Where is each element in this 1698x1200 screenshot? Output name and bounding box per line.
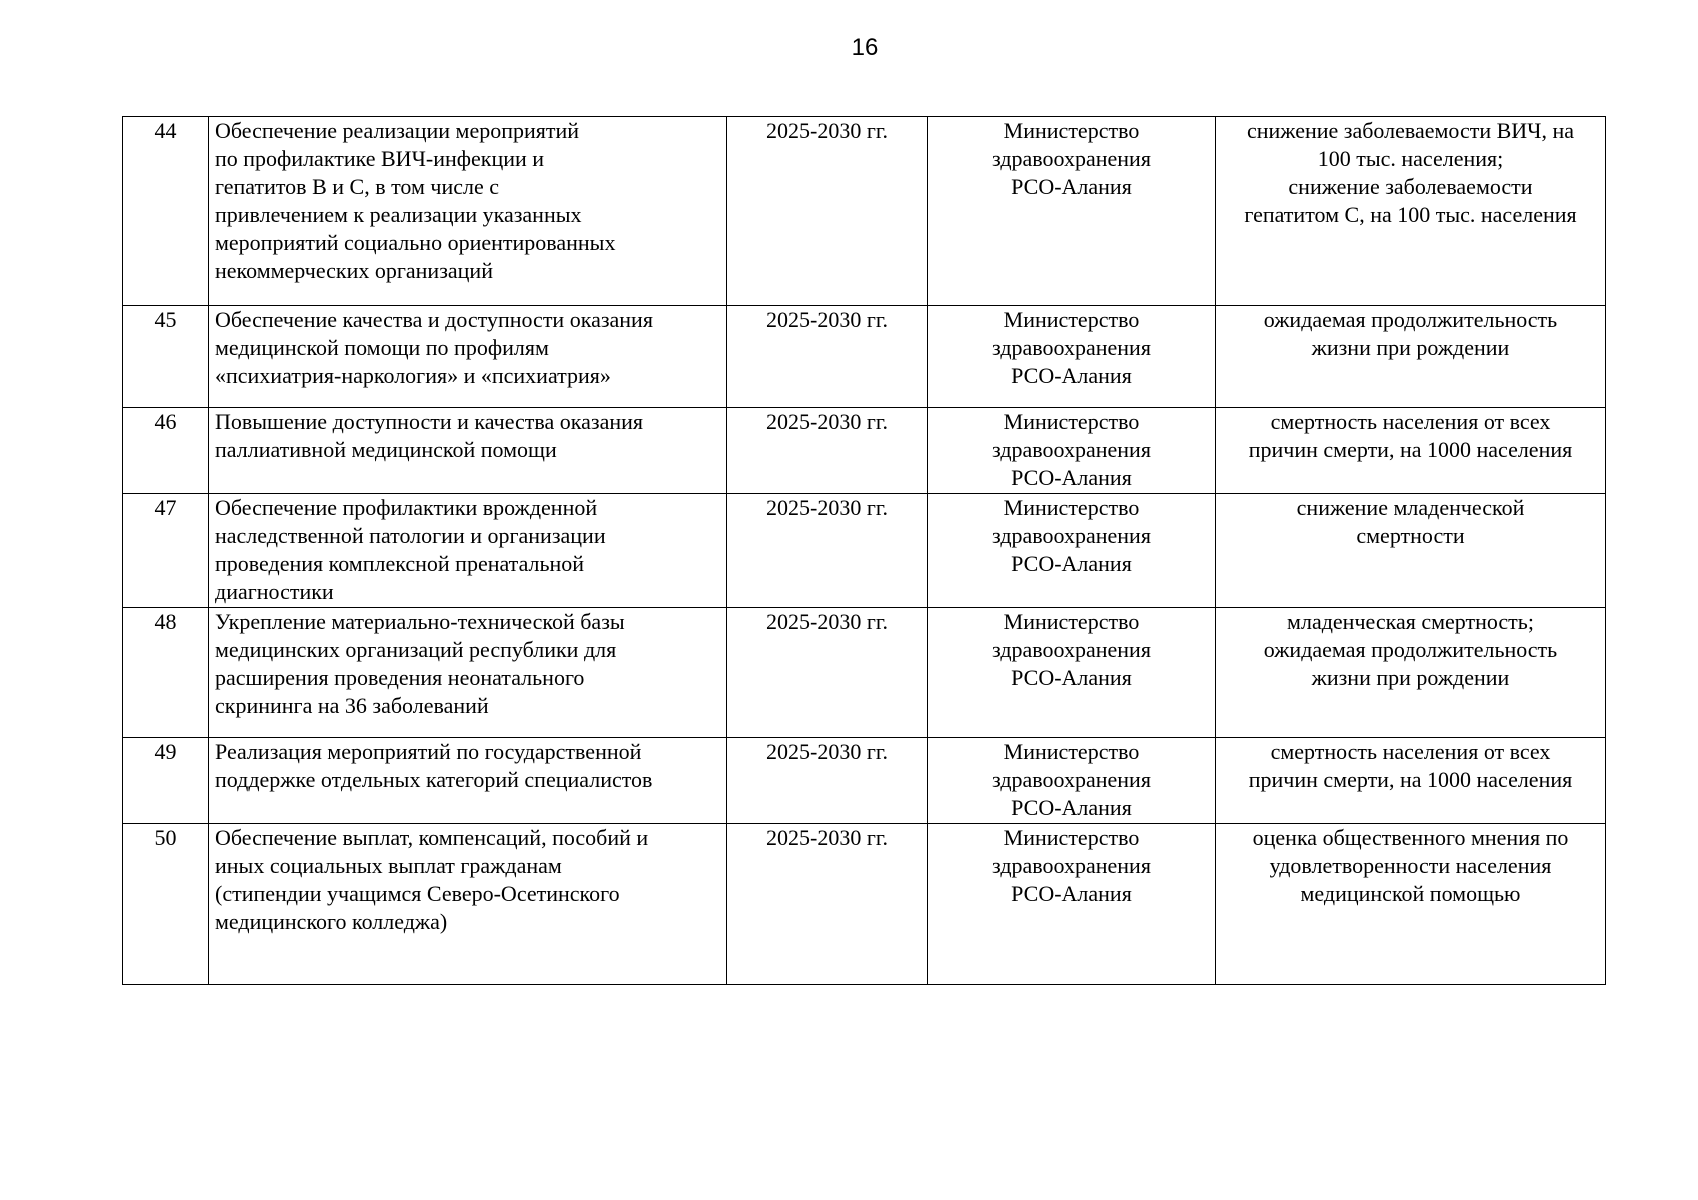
period-cell: [727, 824, 928, 985]
measure-description: Укрепление материально-технической базы медицинских организаций республики для расширения проведения неонатального скрининга на 36 заболеваний: [215, 609, 625, 718]
measure-description: Обеспечение реализации мероприятий по профилактике ВИЧ-инфекции и гепатитов В и С, в том числе с привлечением к реализации указанных мероприятий социально ориентированных некоммерческих организаций: [215, 118, 616, 283]
measure-description: Повышение доступности и качества оказания паллиативной медицинской помощи: [215, 409, 644, 462]
responsible-executor: Министерство здравоохранения РСО-Алания: [992, 495, 1151, 576]
row-number-cell: [123, 608, 209, 738]
measure-description-cell: [209, 306, 727, 408]
period-cell: [727, 306, 928, 408]
row-number-cell: [123, 824, 209, 985]
target-indicator: снижение заболеваемости ВИЧ, на 100 тыс. населения; снижение заболеваемости гепатитом С, на 100 тыс. населения: [1244, 118, 1577, 227]
implementation-period: 2025-2030 гг.: [766, 118, 888, 143]
period-cell: [727, 738, 928, 824]
executor-cell: [928, 824, 1216, 985]
executor-cell: [928, 306, 1216, 408]
implementation-period: 2025-2030 гг.: [766, 495, 888, 520]
measure-description-cell: [209, 608, 727, 738]
row-number: 50: [154, 825, 177, 850]
table-row: [123, 408, 1606, 494]
indicator-cell: [1216, 117, 1606, 306]
row-number-cell: [123, 494, 209, 608]
responsible-executor: Министерство здравоохранения РСО-Алания: [992, 739, 1151, 820]
indicator-cell: [1216, 608, 1606, 738]
responsible-executor: Министерство здравоохранения РСО-Алания: [992, 307, 1151, 388]
row-number-cell: [123, 738, 209, 824]
implementation-period: 2025-2030 гг.: [766, 739, 888, 764]
executor-cell: [928, 408, 1216, 494]
target-indicator: смертность населения от всех причин смерти, на 1000 населения: [1248, 409, 1573, 462]
row-number-cell: [123, 408, 209, 494]
measures-table: [122, 116, 1606, 985]
table-row: [123, 494, 1606, 608]
row-number: 44: [154, 118, 177, 143]
measure-description-cell: [209, 408, 727, 494]
row-number: 45: [154, 307, 177, 332]
responsible-executor: Министерство здравоохранения РСО-Алания: [992, 118, 1151, 199]
indicator-cell: [1216, 408, 1606, 494]
measure-description-cell: [209, 117, 727, 306]
indicator-cell: [1216, 824, 1606, 985]
executor-cell: [928, 608, 1216, 738]
implementation-period: 2025-2030 гг.: [766, 409, 888, 434]
measure-description-cell: [209, 738, 727, 824]
page-number: 16: [851, 34, 879, 61]
row-number: 47: [154, 495, 177, 520]
row-number: 49: [154, 739, 177, 764]
target-indicator: ожидаемая продолжительность жизни при рождении: [1263, 307, 1558, 360]
table-row: [123, 117, 1606, 306]
responsible-executor: Министерство здравоохранения РСО-Алания: [992, 609, 1151, 690]
row-number-cell: [123, 117, 209, 306]
measure-description-cell: [209, 494, 727, 608]
period-cell: [727, 408, 928, 494]
table-row: [123, 608, 1606, 738]
implementation-period: 2025-2030 гг.: [766, 307, 888, 332]
target-indicator: смертность населения от всех причин смерти, на 1000 населения: [1248, 739, 1573, 792]
row-number-cell: [123, 306, 209, 408]
implementation-period: 2025-2030 гг.: [766, 609, 888, 634]
measure-description: Реализация мероприятий по государственной поддержке отдельных категорий специалистов: [215, 739, 653, 792]
row-number: 48: [154, 609, 177, 634]
executor-cell: [928, 494, 1216, 608]
implementation-period: 2025-2030 гг.: [766, 825, 888, 850]
indicator-cell: [1216, 494, 1606, 608]
measure-description: Обеспечение выплат, компенсаций, пособий и иных социальных выплат гражданам (стипендии учащимся Северо-Осетинского медицинского колледжа): [215, 825, 649, 934]
executor-cell: [928, 117, 1216, 306]
period-cell: [727, 608, 928, 738]
target-indicator: снижение младенческой смертности: [1296, 495, 1525, 548]
table-row: [123, 306, 1606, 408]
indicator-cell: [1216, 306, 1606, 408]
measure-description: Обеспечение профилактики врожденной наследственной патологии и организации проведения комплексной пренатальной диагностики: [215, 495, 606, 604]
target-indicator: младенческая смертность; ожидаемая продолжительность жизни при рождении: [1263, 609, 1558, 690]
period-cell: [727, 117, 928, 306]
responsible-executor: Министерство здравоохранения РСО-Алания: [992, 409, 1151, 490]
executor-cell: [928, 738, 1216, 824]
measure-description: Обеспечение качества и доступности оказания медицинской помощи по профилям «психиатрия-наркология» и «психиатрия»: [215, 307, 653, 388]
row-number: 46: [154, 409, 177, 434]
table-row: [123, 738, 1606, 824]
table-row: [123, 824, 1606, 985]
indicator-cell: [1216, 738, 1606, 824]
responsible-executor: Министерство здравоохранения РСО-Алания: [992, 825, 1151, 906]
target-indicator: оценка общественного мнения по удовлетворенности населения медицинской помощью: [1252, 825, 1569, 906]
period-cell: [727, 494, 928, 608]
measure-description-cell: [209, 824, 727, 985]
